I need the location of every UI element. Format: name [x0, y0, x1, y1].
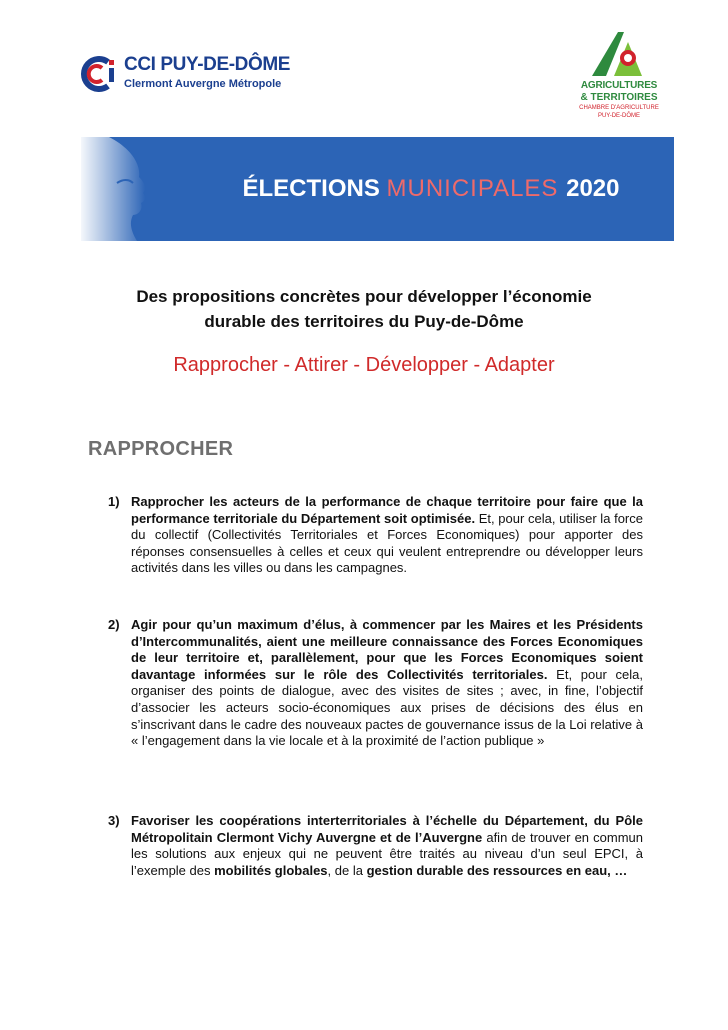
cci-logo	[78, 52, 318, 100]
agri-logo-line2: & TERRITOIRES	[580, 92, 658, 103]
item-number: 3)	[108, 813, 120, 828]
item-text	[131, 617, 643, 750]
item-bold-text: Agir pour qu’un maximum d’élus, à commencer par les Maires et les Présidents d’Intercommunalités, aient une meilleure connaissance des Forces Economiques de leur territoire et, parallèlement, pour que les Forces Economiques soient davantage informées sur le rôle des Collectivités territoriales.	[131, 617, 643, 682]
list-item	[108, 617, 643, 750]
heading-line-1: Des propositions concrètes pour développer l’économie	[136, 287, 592, 306]
agri-logo-icon	[584, 28, 654, 78]
item-text	[131, 813, 643, 879]
list-item	[108, 494, 643, 577]
item-bold-mobilites: mobilités globales	[214, 862, 328, 878]
list-item	[108, 813, 643, 879]
item-number: 2)	[108, 617, 120, 632]
item-text	[131, 494, 643, 577]
section-title: RAPPROCHER	[88, 438, 234, 460]
agri-logo-line1: AGRICULTURES	[580, 80, 658, 91]
banner-title-elections: ÉLECTIONS	[242, 175, 387, 202]
agri-logo-line3: CHAMBRE D'AGRICULTURE	[579, 105, 659, 111]
item-bold-text: Favoriser les coopérations interterritoriales à l’échelle du Département, du Pôle Métropolitain Clermont Vichy Auvergne et de l’Auvergne	[131, 813, 643, 845]
heading-line-2: durable des territoires du Puy-de-Dôme	[204, 312, 524, 331]
banner-title-year: 2020	[566, 175, 620, 202]
banner-title	[191, 175, 671, 203]
cci-logo-subtitle: Clermont Auvergne Métropole	[124, 78, 282, 90]
item-bold-text: Rapprocher les acteurs de la performance de chaque territoire pour faire que la performance territoriale du Département soit optimisée.	[131, 494, 643, 526]
banner-title-municipales: MUNICIPALES	[386, 175, 567, 202]
tagline: Rapprocher - Attirer - Développer - Adapter	[173, 354, 555, 376]
elections-banner	[81, 137, 674, 241]
item-body-text: Et, pour cela, utiliser la force du collectif (Collectivités Territoriales et Forces Economiques) pour apporter des réponses consensuelles à celles et ceux qui veulent entreprendre ou développer leurs activités dans les villes ou dans les campagnes.	[131, 510, 643, 576]
item-body-text: afin de trouver en commun les solutions aux enjeux qui ne peuvent être traités au niveau d’un seul EPCI, à l’exemple des	[131, 829, 643, 878]
item-bold-gestion-eau: gestion durable des ressources en eau, …	[366, 862, 628, 878]
marianne-profile-icon	[81, 137, 191, 241]
cci-logo-icon	[78, 54, 118, 94]
item-number: 1)	[108, 494, 120, 509]
agri-logo-line4: PUY-DE-DÔME	[597, 113, 641, 119]
cci-logo-title: CCI PUY-DE-DÔME	[124, 54, 291, 75]
item-body-text-2: , de la	[327, 862, 367, 878]
agri-logo	[574, 28, 664, 128]
item-body-text: Et, pour cela, organiser des points de dialogue, avec des visites de sites ; avec, in fine, l’objectif d’associer les acteurs socio-économiques aux prises de décisions des élus en s’inscrivant dans le cadre des nouveaux pactes de gouvernance issus de la Loi relative à « l’engagement dans la vie locale et à la proximité de l’action publique »	[131, 666, 643, 749]
